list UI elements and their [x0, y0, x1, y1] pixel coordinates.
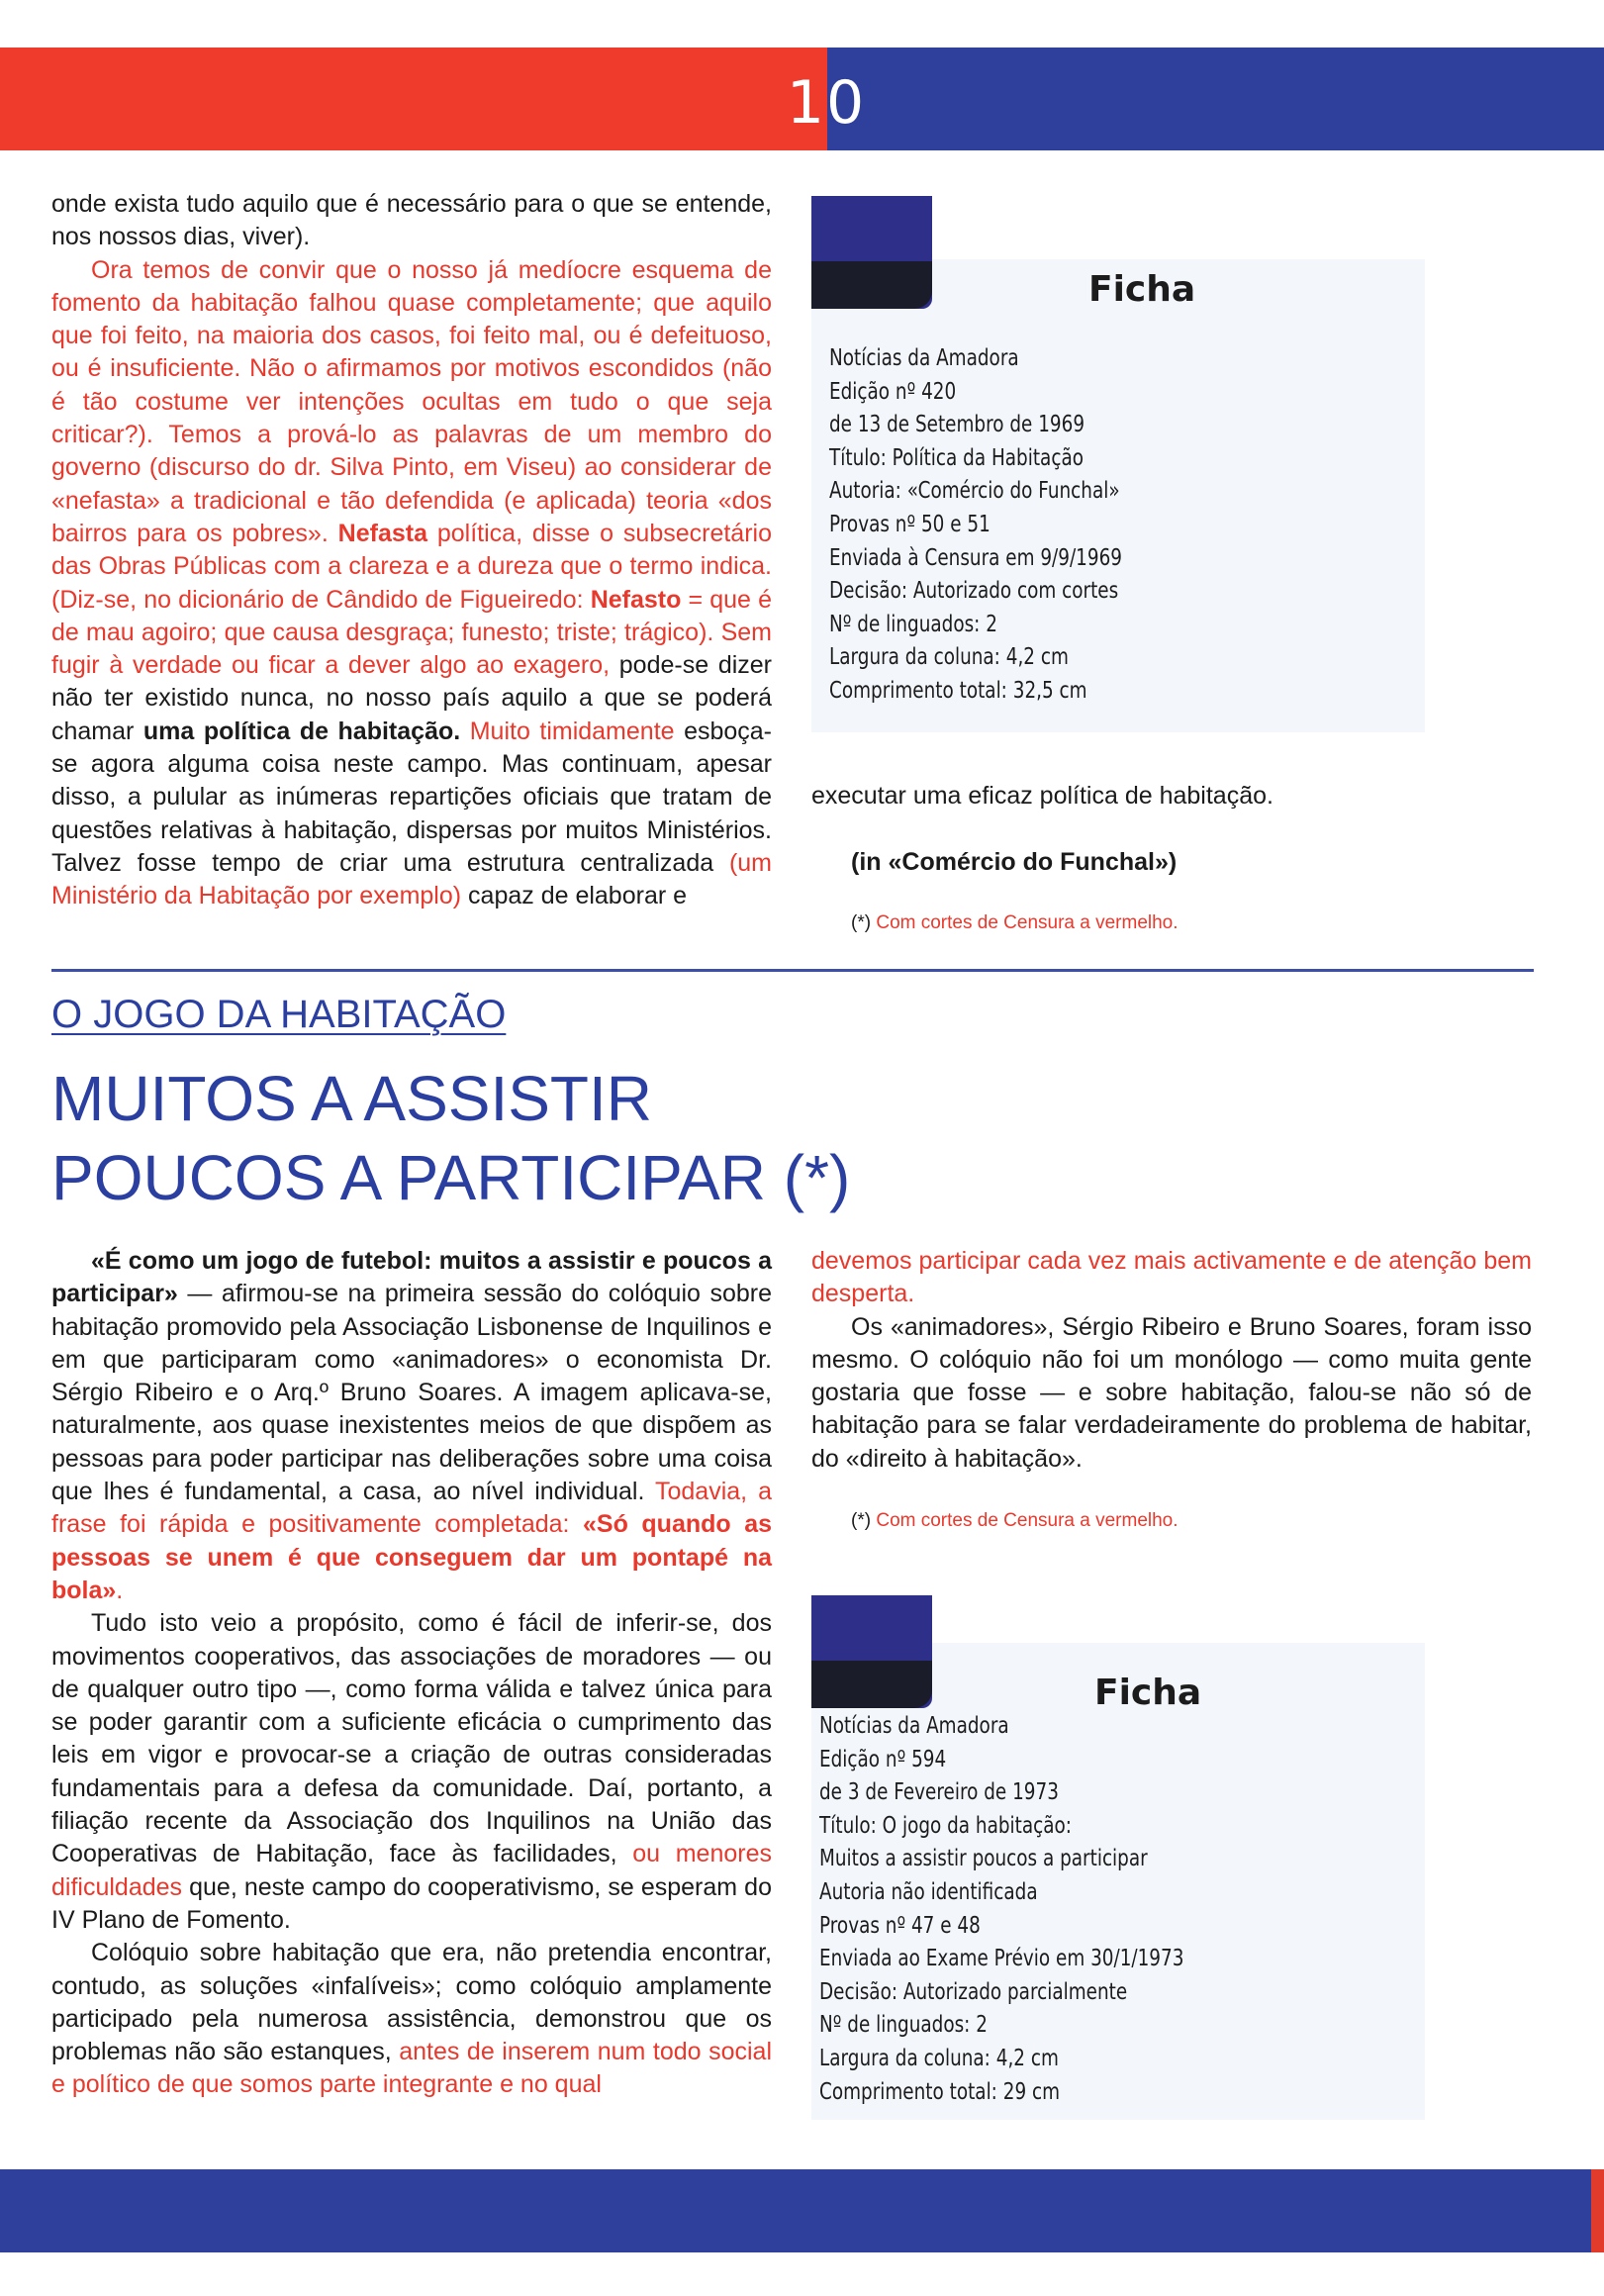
- ficha-line: Largura da coluna: 4,2 cm: [829, 644, 1069, 671]
- ficha-line: Muitos a assistir poucos a participar: [819, 1846, 1148, 1872]
- censored-text: Muito timidamente: [469, 717, 675, 745]
- ficha-line: de 13 de Setembro de 1969: [829, 412, 1085, 438]
- censored-text: Nefasta: [337, 519, 427, 547]
- ficha-line: Nº de linguados: 2: [829, 611, 997, 637]
- censored-text: (um Ministério da Habitação por exemplo): [51, 848, 772, 910]
- censored-text: Nefasto: [590, 585, 682, 614]
- ficha2-square-icon: [811, 1595, 932, 1708]
- text-run: — afirmou-se na primeira sessão do colóquio sobre habitação promovido pela Associação Lisbonense de Inquilinos e em que participaram como «animadores» o economista Dr. Sérgio Ribeiro e o Arq.º Bruno Soares. A imagem aplicava-se, naturalmente, aos quase inexistentes meios de que dispõem as pessoas para poder participar nas deliberações sobre uma coisa que lhes é fundamental, a casa, ao nível individual.: [51, 1280, 772, 1506]
- paragraph: [51, 254, 772, 913]
- ficha-line: Provas nº 47 e 48: [819, 1912, 981, 1939]
- text-run: [460, 718, 470, 745]
- page-number: 10: [786, 68, 867, 138]
- text-run: onde exista tudo aquilo que é necessário para o que se entende, nos nossos dias, viver).: [51, 190, 772, 251]
- ficha-line: Comprimento total: 29 cm: [819, 2078, 1061, 2105]
- ficha-line: Decisão: Autorizado parcialmente: [819, 1978, 1128, 2005]
- paragraph: [51, 1937, 772, 2101]
- article2-censor-note: [851, 1510, 1179, 1532]
- text-run: Os «animadores», Sérgio Ribeiro e Bruno Soares, foram isso mesmo. O colóquio não foi um monólogo — como muita gente gostaria que fosse — e sobre habitação, falou-se não só de habitação para se falar verdadeiramente do problema de habitar, do «direito à habitação».: [811, 1312, 1532, 1473]
- censored-text: «Só quando as pessoas se unem é que conseguem dar um pontapé na bola»: [51, 1510, 772, 1604]
- ficha2-title: Ficha: [1094, 1673, 1202, 1713]
- article1-source: (in «Comércio do Funchal»): [851, 848, 1178, 876]
- text-run: «É como um jogo de futebol: muitos a assistir e poucos a participar»: [51, 1247, 772, 1308]
- censored-text: ou menores dificuldades: [51, 1840, 772, 1901]
- text-run: que, neste campo do cooperativismo, se esperam do IV Plano de Fomento.: [51, 1872, 772, 1934]
- paragraph: [51, 1245, 772, 1607]
- ficha-line: Edição nº 594: [819, 1746, 947, 1772]
- headline-line-1: MUITOS A ASSISTIR: [51, 1063, 652, 1134]
- note-asterisk: (*): [851, 912, 872, 933]
- note-text: Com cortes de Censura a vermelho.: [876, 912, 1179, 933]
- article1-left-column: [51, 188, 772, 913]
- censored-text: = que é de mau agoiro; que causa desgraça; funesto; triste; trágico). Sem fugir à verdade ou ficar a dever algo ao exagero,: [51, 585, 772, 680]
- note-text: Com cortes de Censura a vermelho.: [876, 1510, 1179, 1531]
- top-banner-blue: [827, 48, 1604, 150]
- ficha-line: Notícias da Amadora: [829, 345, 1019, 371]
- censored-text: política, disse o subsecretário das Obras Públicas com a clareza e a dureza que o termo indica. (Diz-se, no dicionário de Cândido de Figueiredo:: [51, 519, 772, 614]
- ficha1-list: [829, 342, 1122, 709]
- ficha-line: de 3 de Fevereiro de 1973: [819, 1779, 1059, 1806]
- article2-right-column: [811, 1245, 1532, 1476]
- note-asterisk: (*): [851, 1510, 872, 1531]
- article1-right-text: executar uma eficaz política de habitação.: [811, 782, 1274, 810]
- paragraph: [51, 188, 772, 254]
- ficha1-title: Ficha: [1088, 269, 1196, 310]
- ficha-line: Provas nº 50 e 51: [829, 511, 991, 537]
- text-run: pode-se dizer não ter existido nunca, no nosso país aquilo a que se poderá chamar: [51, 651, 772, 745]
- censored-text: Ora temos de convir que o nosso já medíocre esquema de fomento da habitação falhou quase completamente; que aquilo que foi feito, na maioria dos casos, foi feito mal, ou é defeituoso, ou é insuficiente. Não o afirmamos por motivos escondidos (não é tão costume ver intenções ocultas em tudo o que seja criticar?). Temos a prová-lo as palavras de um membro do governo (discurso do dr. Silva Pinto, em Viseu) ao considerar de «nefasta» a tradicional e tão defendida (e aplicada) teoria «dos bairros para os pobres».: [51, 255, 772, 547]
- ficha-line: Autoria: «Comércio do Funchal»: [829, 478, 1120, 505]
- bottom-banner: [0, 2169, 1604, 2252]
- text-run: capaz de elaborar e: [461, 882, 688, 910]
- ficha1-square-icon: [811, 196, 932, 309]
- ficha-line: Largura da coluna: 4,2 cm: [819, 2045, 1059, 2071]
- top-banner-red: [0, 48, 827, 150]
- paragraph: [51, 1607, 772, 1937]
- ficha-line: Edição nº 420: [829, 378, 957, 405]
- article1-censor-note: [851, 912, 1179, 934]
- text-run: Colóquio sobre habitação que era, não pretendia encontrar, contudo, as soluções «infalíveis»; como colóquio amplamente participado pela numerosa assistência, demonstrou que os problemas não são estanques,: [51, 1939, 772, 2066]
- censored-text: devemos participar cada vez mais activamente e de atenção bem desperta.: [811, 1247, 1532, 1308]
- paragraph: [811, 1311, 1532, 1476]
- ficha-line: Autoria não identificada: [819, 1878, 1038, 1905]
- paragraph: [811, 1245, 1532, 1311]
- ficha-line: Notícias da Amadora: [819, 1713, 1009, 1739]
- ficha-line: Enviada à Censura em 9/9/1969: [829, 544, 1122, 571]
- article2-left-column: [51, 1245, 772, 2102]
- ficha-line: Título: O jogo da habitação:: [819, 1812, 1073, 1839]
- text-run: Tudo isto veio a propósito, como é fácil de inferir-se, dos movimentos cooperativos, das associações de moradores — ou de qualquer outro tipo —, como forma válida e talvez única para se poder garantir com a suficiente eficácia o cumprimento das leis em vigor e provocar-se a criação de outras consideradas fundamentais para a defesa da comunidade. Daí, portanto, a filiação recente da Associação dos Inquilinos na União das Cooperativas de Habitação, face às facilidades,: [51, 1609, 772, 1868]
- text-run: uma política de habitação.: [142, 717, 461, 745]
- censored-text: Todavia, a frase foi rápida e positivamente completada:: [51, 1478, 772, 1539]
- censored-text: .: [116, 1576, 124, 1604]
- article2-kicker: O JOGO DA HABITAÇÃO: [51, 993, 507, 1036]
- section-divider: [51, 969, 1534, 972]
- ficha-line: Nº de linguados: 2: [819, 2012, 988, 2039]
- headline-line-2: POUCOS A PARTICIPAR (*): [51, 1142, 851, 1213]
- censored-text: antes de inserem num todo social e político de que somos parte integrante e no qual: [51, 2038, 772, 2099]
- ficha-line: Título: Política da Habitação: [829, 444, 1084, 471]
- ficha2-list: [819, 1710, 1183, 2109]
- ficha-line: Enviada ao Exame Prévio em 30/1/1973: [819, 1946, 1184, 1972]
- ficha-line: Decisão: Autorizado com cortes: [829, 578, 1119, 605]
- bottom-banner-accent: [1591, 2169, 1604, 2252]
- text-run: esboça-se agora alguma coisa neste campo. Mas continuam, apesar disso, a pulular as inúmeras repartições oficiais que tratam de questões relativas à habitação, dispersas por muitos Ministérios. Talvez fosse tempo de criar uma estrutura centralizada: [51, 717, 773, 877]
- article2-headline: [51, 1059, 850, 1217]
- ficha-line: Comprimento total: 32,5 cm: [829, 677, 1087, 704]
